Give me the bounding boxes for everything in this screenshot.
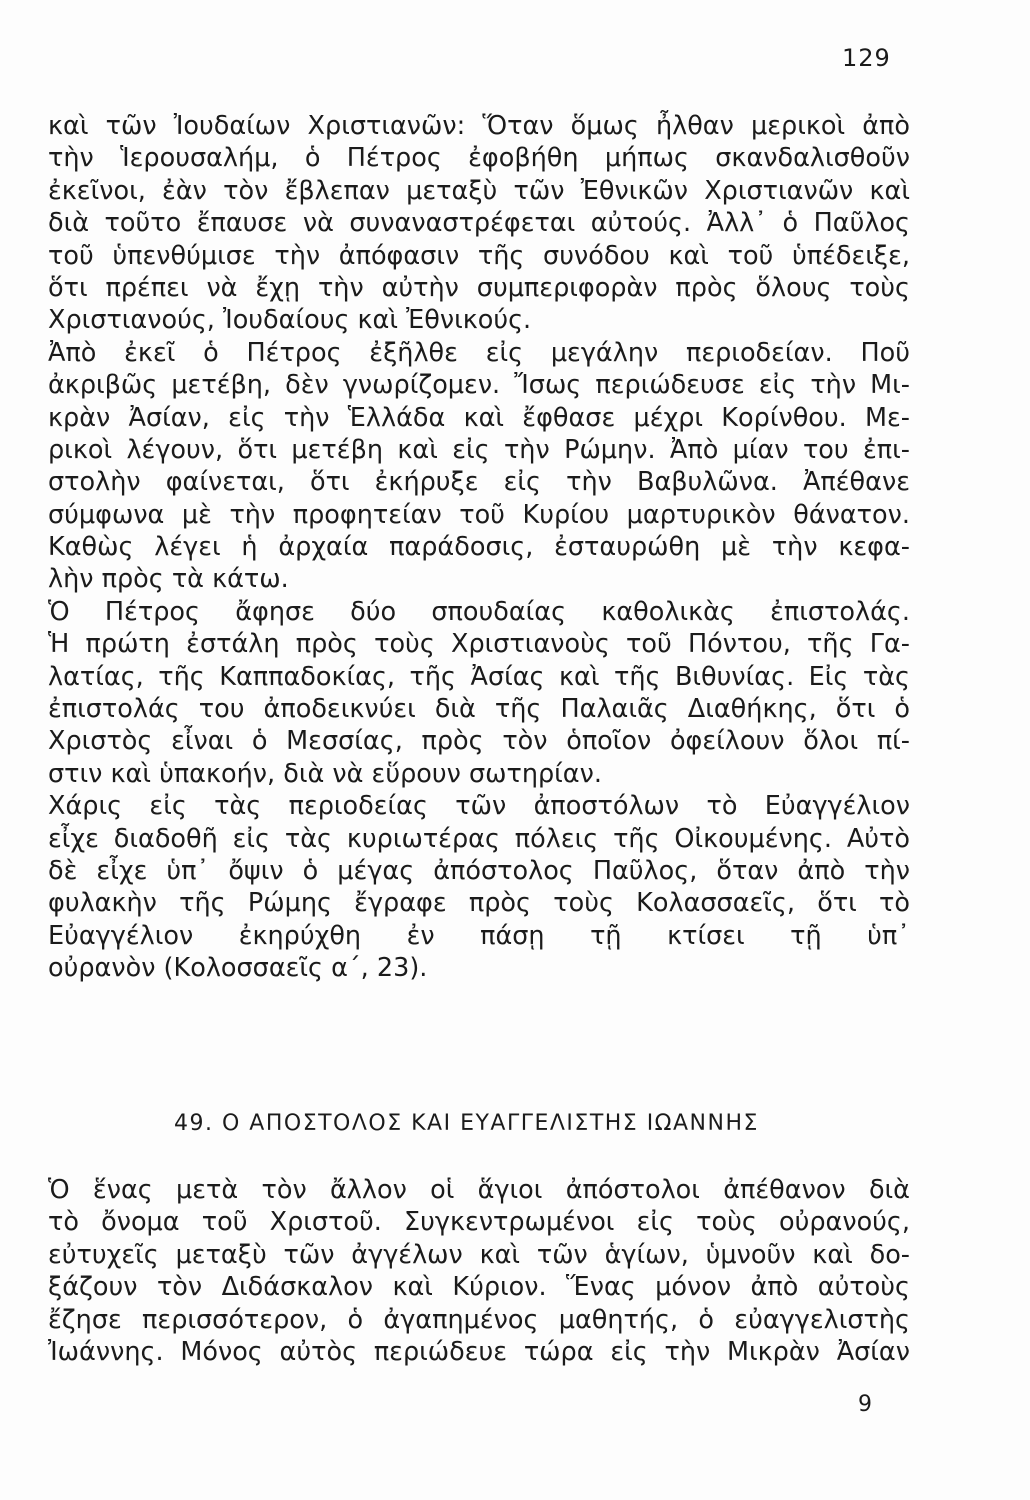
text-line: στολὴν φαίνεται, ὅτι ἐκήρυξε εἰς τὴν Βαβυλῶνα. Ἀπέθανε [48,467,910,498]
text-line: κρὰν Ἀσίαν, εἰς τὴν Ἑλλάδα καὶ ἔφθασε μέχρι Κορίνθου. Με- [48,402,910,433]
text-line: καὶ τῶν Ἰουδαίων Χριστιανῶν: Ὅταν ὅμως ἦλθαν μερικοὶ ἀπὸ [48,111,910,141]
text-line: ἐκεῖνοι, ἐὰν τὸν ἔβλεπαν μεταξὺ τῶν Ἐθνικῶν Χριστιανῶν καὶ [48,175,910,206]
text-line: Ἀπὸ ἐκεῖ ὁ Πέτρος ἐξῆλθε εἰς μεγάλην περιοδείαν. Ποῦ [48,337,910,368]
page-number: 129 [842,44,891,72]
text-line: λατίας, τῆς Καππαδοκίας, τῆς Ἀσίας καὶ τῆς Βιθυνίας. Εἰς τὰς [48,661,910,692]
text-line: ξάζουν τὸν Διδάσκαλον καὶ Κύριον. Ἕνας μόνον ἀπὸ αὐτοὺς [48,1272,910,1303]
text-line: ὅτι πρέπει νὰ ἔχῃ τὴν αὐτὴν συμπεριφορὰν πρὸς ὅλους τοὺς [48,272,910,303]
text-line: Ὁ Πέτρος ἄφησε δύο σπουδαίας καθολικὰς ἐπιστολάς. [48,596,910,627]
body-text-section-2 [48,1174,910,1368]
text-line: λὴν πρὸς τὰ κάτω. [48,564,289,595]
text-line: Ὁ ἕνας μετὰ τὸν ἄλλον οἱ ἅγιοι ἀπόστολοι ἀπέθανον διὰ [48,1175,910,1205]
text-line: Καθὼς λέγει ἡ ἀρχαία παράδοσις, ἐσταυρώθη μὲ τὴν κεφα- [48,532,910,563]
text-line: διὰ τοῦτο ἔπαυσε νὰ συναναστρέφεται αὐτούς. Ἀλλ᾽ ὁ Παῦλος [48,208,910,239]
body-text-section-1 [48,110,910,985]
text-line: ἐπιστολάς του ἀποδεικνύει διὰ τῆς Παλαιᾶς Διαθήκης, ὅτι ὁ [48,694,910,725]
text-line: Ἡ πρώτη ἐστάλη πρὸς τοὺς Χριστιανοὺς τοῦ Πόντου, τῆς Γα- [48,629,910,660]
text-line: τὴν Ἱερουσαλήμ, ὁ Πέτρος ἐφοβήθη μήπως σκανδαλισθοῦν [48,143,910,174]
text-line: δὲ εἶχε ὑπ᾽ ὄψιν ὁ μέγας ἀπόστολος Παῦλος, ὅταν ἀπὸ τὴν [48,855,910,886]
signature-mark: 9 [858,1392,872,1417]
text-line: τὸ ὄνομα τοῦ Χριστοῦ. Συγκεντρωμένοι εἰς τοὺς οὐρανούς, [48,1207,910,1238]
text-line: Χάρις εἰς τὰς περιοδείας τῶν ἀποστόλων τὸ Εὐαγγέλιον [48,791,910,822]
text-line: Εὐαγγέλιον ἐκηρύχθη ἐν πάσῃ τῇ κτίσει τῇ ὑπ᾽ [48,920,910,951]
text-line: εὐτυχεῖς μεταξὺ τῶν ἀγγέλων καὶ τῶν ἁγίων, ὑμνοῦν καὶ δο- [48,1239,910,1270]
text-line: Ἰωάννης. Μόνος αὐτὸς περιώδευε τώρα εἰς τὴν Μικρὰν Ἀσίαν [48,1336,910,1367]
text-line: Χριστὸς εἶναι ὁ Μεσσίας, πρὸς τὸν ὁποῖον ὀφείλουν ὅλοι πί- [48,726,910,757]
text-line: στιν καὶ ὑπακοήν, διὰ νὰ εὕρουν σωτηρίαν. [48,758,602,789]
text-line: σύμφωνα μὲ τὴν προφητείαν τοῦ Κυρίου μαρτυρικὸν θάνατον. [48,499,910,530]
section-heading: 49. Ο ΑΠΟΣΤΟΛΟΣ ΚΑΙ ΕΥΑΓΓΕΛΙΣΤΗΣ ΙΩΑΝΝΗΣ [174,1111,759,1136]
text-line: τοῦ ὑπενθύμισε τὴν ἀπόφασιν τῆς συνόδου καὶ τοῦ ὑπέδειξε, [48,240,910,271]
text-line: Χριστιανούς, Ἰουδαίους καὶ Ἐθνικούς. [48,305,532,336]
text-line: ρικοὶ λέγουν, ὅτι μετέβη καὶ εἰς τὴν Ρώμην. Ἀπὸ μίαν του ἐπι- [48,434,910,465]
text-line: οὐρανὸν (Κολοσσαεῖς α΄, 23). [48,953,428,984]
text-line: ἀκριβῶς μετέβη, δὲν γνωρίζομεν. Ἴσως περιώδευσε εἰς τὴν Μι- [48,370,910,401]
text-line: ἔζησε περισσότερον, ὁ ἀγαπημένος μαθητής, ὁ εὐαγγελιστὴς [48,1304,910,1335]
text-line: εἶχε διαδοθῆ εἰς τὰς κυριωτέρας πόλεις τῆς Οἰκουμένης. Αὐτὸ [48,823,910,854]
text-line: φυλακὴν τῆς Ρώμης ἔγραφε πρὸς τοὺς Κολασσαεῖς, ὅτι τὸ [48,888,910,919]
